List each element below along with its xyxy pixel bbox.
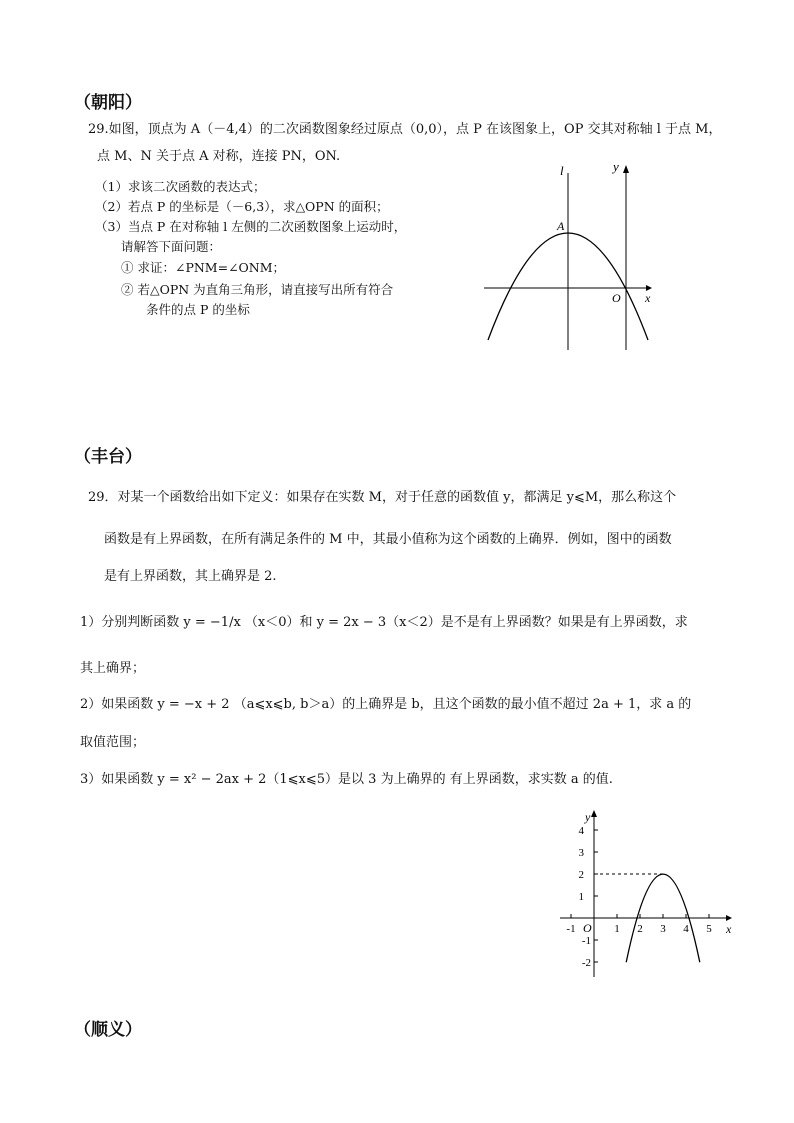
section-heading-shunyi: （顺义） (74, 1020, 142, 1040)
y-tick-1: 1 (578, 891, 584, 903)
x-tick-4: 4 (683, 923, 689, 935)
y-tick-4: 4 (578, 825, 584, 837)
x-tick-3: 3 (660, 923, 666, 935)
part-2-cont: 取值范围； (80, 735, 146, 750)
upper-bound-graph-figure (558, 805, 748, 983)
problem-line-2: 点 M、N 关于点 A 对称，连接 PN，ON. (97, 149, 341, 164)
graph-origin-label: O (583, 921, 592, 935)
y-tick-neg2: -2 (581, 957, 591, 969)
label-l: l (560, 163, 564, 178)
def-line-1: 29．对某一个函数给出如下定义：如果存在实数 M，对于任意的函数值 y，都满足 y⩽M，那么称这个 (88, 490, 677, 505)
x-tick-neg1: -1 (566, 923, 576, 935)
label-y: y (613, 159, 619, 174)
item-3-2-cont: 条件的点 P 的坐标 (146, 302, 250, 317)
label-x: x (645, 291, 651, 305)
item-3-1: ① 求证：∠PNM=∠ONM； (121, 260, 286, 275)
section-heading-chaoyang: （朝阳） (74, 93, 142, 113)
x-tick-1: 1 (614, 923, 620, 935)
graph-x-label: x (726, 922, 732, 936)
y-tick-2: 2 (578, 869, 584, 881)
label-A: A (557, 219, 565, 233)
label-O: O (612, 291, 621, 305)
problem-line-1: 29.如图，顶点为 A（－4,4）的二次函数图象经过原点（0,0），点 P 在该图象上，OP 交其对称轴 l 于点 M， (88, 122, 722, 137)
item-2: （2）若点 P 的坐标是（－6,3），求△OPN 的面积； (95, 199, 389, 214)
item-3: （3）当点 P 在对称轴 l 左侧的二次函数图象上运动时， (95, 219, 407, 234)
item-3-2: ② 若△OPN 为直角三角形，请直接写出所有符合 (121, 282, 394, 297)
def-line-3: 是有上界函数，其上确界是 2. (104, 569, 277, 584)
def-line-2: 函数是有上界函数，在所有满足条件的 M 中，其最小值称为这个函数的上确界．例如，图中的函数 (104, 532, 672, 547)
item-3-cont: 请解答下面问题： (121, 239, 222, 254)
y-tick-neg1: -1 (581, 935, 591, 947)
part-3: 3）如果函数 y = x² − 2ax + 2（1⩽x⩽5）是以 3 为上确界的 有上界函数，求实数 a 的值. (80, 772, 613, 787)
item-1: （1）求该二次函数的表达式； (95, 179, 266, 194)
part-1-cont: 其上确界； (80, 661, 146, 676)
part-2: 2）如果函数 y = −x + 2 （a⩽x⩽b, b＞a）的上确界是 b，且这个函数的最小值不超过 2a + 1，求 a 的 (80, 697, 692, 712)
x-tick-2: 2 (637, 923, 643, 935)
part-1: 1）分别判断函数 y = −1/x （x＜0）和 y = 2x − 3（x＜2）是不是有上界函数？如果是有上界函数，求 (80, 615, 688, 630)
section-heading-fengtai: （丰台） (74, 447, 142, 467)
x-tick-5: 5 (706, 923, 712, 935)
parabola-figure-chaoyang (480, 155, 670, 355)
y-tick-3: 3 (578, 847, 584, 859)
graph-y-label: y (585, 810, 591, 824)
